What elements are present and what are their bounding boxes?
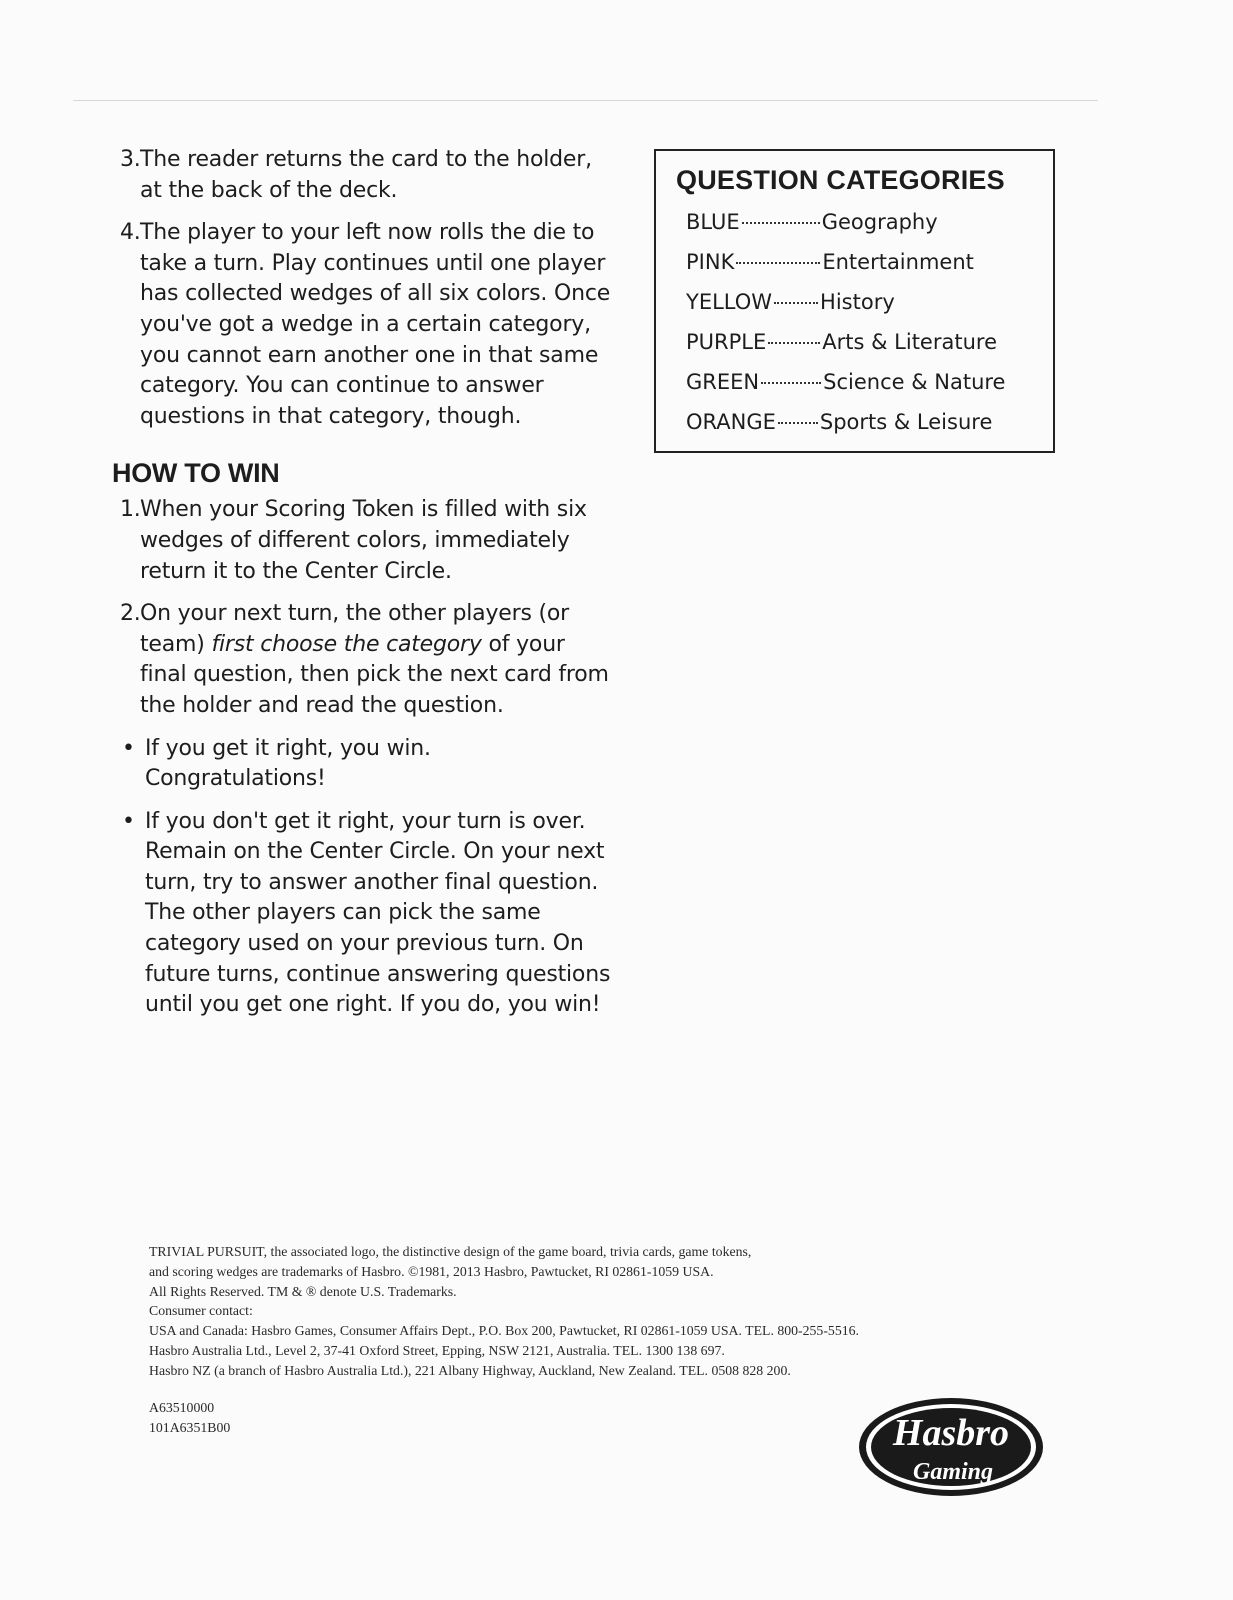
legal-line: Consumer contact:: [149, 1303, 253, 1319]
top-divider: [73, 100, 1098, 101]
step-3: [112, 145, 612, 206]
logo-text-gaming: Gaming: [912, 1459, 994, 1485]
category-row-yellow: [676, 282, 1035, 322]
hasbro-gaming-logo: [855, 1395, 1047, 1500]
category-row-purple: [676, 322, 1035, 362]
bullet-text: If you don't get it right, your turn is over. Remain on the Center Circle. On your next turn, try to answer another final question. The other players can pick the same category used on your previous turn. On future turns, continue answering questions until you get one right. If you do, you win!: [145, 808, 611, 1018]
leader-dots: [736, 262, 820, 264]
category-color: ORANGE: [686, 410, 776, 434]
step-text-italic: first choose the category: [211, 631, 482, 657]
bullet-marker: •: [122, 735, 135, 761]
category-row-orange: [676, 402, 1035, 442]
category-color: PINK: [686, 250, 735, 274]
product-codes: [149, 1398, 230, 1438]
logo-text-hasbro: Hasbro: [892, 1412, 1010, 1454]
leader-dots: [768, 342, 820, 344]
step-number: 1.: [120, 497, 141, 523]
step-text-after: of your final question, then pick the next card from the holder and read the question.: [140, 631, 609, 718]
category-name: Arts & Literature: [822, 330, 997, 354]
bullet-text: If you get it right, you win. Congratulations!: [145, 735, 431, 792]
how-to-win-heading: HOW TO WIN: [112, 458, 280, 489]
category-color: YELLOW: [686, 290, 773, 314]
category-row-blue: [676, 202, 1035, 242]
leader-dots: [778, 422, 818, 424]
categories-title: QUESTION CATEGORIES: [676, 165, 1005, 195]
step-text: When your Scoring Token is filled with six wedges of different colors, immediately return it to the Center Circle.: [140, 497, 587, 584]
win-step-2: [112, 599, 612, 721]
step-text-before: On your next turn, the other players (or team): [140, 601, 570, 657]
category-row-pink: [676, 242, 1035, 282]
leader-dots: [774, 302, 818, 304]
legal-line: Hasbro NZ (a branch of Hasbro Australia Ltd.), 221 Albany Highway, Auckland, New Zealand. TEL. 0508 828 200.: [149, 1362, 791, 1378]
win-step-1: [112, 495, 612, 587]
category-name: History: [820, 290, 895, 314]
bullet-marker: •: [122, 808, 135, 834]
category-name: Science & Nature: [823, 370, 1006, 394]
step-number: 4.: [120, 220, 141, 246]
legal-line: USA and Canada: Hasbro Games, Consumer Affairs Dept., P.O. Box 200, Pawtucket, RI 02861-1059 USA. TEL. 800-255-5516.: [149, 1323, 859, 1339]
step-4: [112, 218, 612, 432]
bullet-miss: [112, 807, 612, 1021]
category-color: BLUE: [686, 210, 740, 234]
category-color: PURPLE: [686, 330, 767, 354]
legal-line: TRIVIAL PURSUIT, the associated logo, the distinctive design of the game board, trivia cards, game tokens,: [149, 1244, 752, 1259]
leader-dots: [742, 222, 820, 224]
category-name: Geography: [821, 210, 938, 234]
product-code: 101A6351B00: [149, 1420, 231, 1435]
leader-dots: [761, 382, 821, 384]
step-text: The player to your left now rolls the die to take a turn. Play continues until one player has collected wedges of all six colors. Once you've got a wedge in a certain category, you cannot earn another one in that same category. You can continue to answer questions in that category, though.: [140, 220, 611, 429]
legal-notice: [149, 1242, 1029, 1381]
category-row-green: [676, 362, 1035, 402]
legal-line: and scoring wedges are trademarks of Hasbro. ©1981, 2013 Hasbro, Pawtucket, RI 02861-1059 USA.: [149, 1263, 714, 1279]
question-categories-box: [654, 149, 1055, 453]
product-code: A63510000: [149, 1400, 215, 1415]
step-number: 2.: [120, 601, 141, 627]
rules-column: [112, 145, 612, 1033]
category-color: GREEN: [686, 370, 760, 394]
bullet-win: [112, 734, 612, 795]
legal-line: All Rights Reserved. TM & ® denote U.S. Trademarks.: [149, 1283, 457, 1299]
category-name: Entertainment: [822, 250, 974, 274]
category-name: Sports & Leisure: [819, 410, 993, 434]
step-number: 3.: [120, 147, 141, 172]
step-text: The reader returns the card to the holder, at the back of the deck.: [140, 147, 592, 203]
legal-line: Hasbro Australia Ltd., Level 2, 37-41 Oxford Street, Epping, NSW 2121, Australia. TEL. 1300 138 697.: [149, 1342, 725, 1358]
